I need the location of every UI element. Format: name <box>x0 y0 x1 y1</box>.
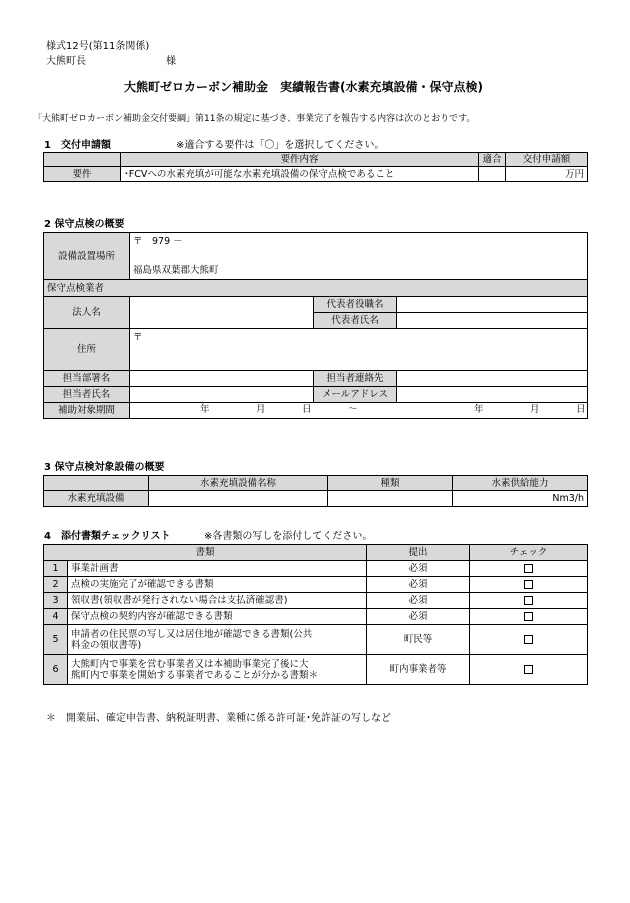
rep-title-label: 代表者役職名 <box>314 297 397 313</box>
doc-name: 事業計画書 <box>68 561 367 577</box>
email-label: メールアドレス <box>314 387 397 403</box>
checkbox[interactable] <box>524 635 533 644</box>
doc-name-line1: 申請者の住民票の写し又は居住地が確認できる書類(公共 <box>71 628 313 640</box>
table-row <box>44 609 588 625</box>
corp-name-label: 法人名 <box>44 297 130 329</box>
doc-name <box>68 655 367 685</box>
docs-header: 書類 <box>44 545 367 561</box>
doc-name-line1: 大熊町内で事業を営む事業者又は本補助事業完了後に大 <box>71 658 309 670</box>
submit-requirement: 町民等 <box>367 625 470 655</box>
doc-name: 領収書(領収書が発行されない場合は支払済確認書) <box>68 593 367 609</box>
equipment-type-field[interactable] <box>328 491 453 507</box>
period-start-day: 日 <box>302 404 312 415</box>
period-end-day: 日 <box>576 404 586 415</box>
email-field[interactable] <box>397 387 588 403</box>
submit-requirement: 必須 <box>367 561 470 577</box>
equipment-blank-header <box>44 476 149 491</box>
checkbox[interactable] <box>524 564 533 573</box>
equipment-capacity-field[interactable]: Nm3/h <box>453 491 588 507</box>
period-field[interactable] <box>130 403 588 419</box>
check-cell <box>470 577 588 593</box>
row-number: 3 <box>44 593 68 609</box>
address-label: 住所 <box>44 329 130 371</box>
checkbox[interactable] <box>524 596 533 605</box>
dept-label: 担当部署名 <box>44 371 130 387</box>
requirement-text: ･FCVへの水素充填が可能な水素充填設備の保守点検であること <box>121 167 479 182</box>
equipment-table <box>43 475 588 507</box>
checklist-table <box>43 544 588 685</box>
table-row <box>44 655 588 685</box>
check-cell <box>470 609 588 625</box>
submit-requirement: 必須 <box>367 577 470 593</box>
maintenance-overview-table <box>43 232 588 419</box>
corp-name-field[interactable] <box>130 297 314 329</box>
row-number: 6 <box>44 655 68 685</box>
section2-heading: 2 保守点検の概要 <box>44 219 125 230</box>
requirement-row-label: 要件 <box>44 167 121 182</box>
section1-note: ※適合する要件は「〇」を選択してください。 <box>176 140 385 151</box>
period-start-year: 年 <box>200 404 210 415</box>
requirement-header: 要件内容 <box>121 153 479 167</box>
address-field[interactable] <box>130 329 588 371</box>
staff-field[interactable] <box>130 387 314 403</box>
site-address-field[interactable] <box>130 233 588 280</box>
staff-label: 担当者氏名 <box>44 387 130 403</box>
row-number: 4 <box>44 609 68 625</box>
section3-heading: 3 保守点検対象設備の概要 <box>44 462 165 473</box>
row-number: 5 <box>44 625 68 655</box>
form-number: 様式12号(第11条関係) <box>46 41 150 52</box>
amount-header: 交付申請額 <box>506 153 588 167</box>
period-label: 補助対象期間 <box>44 403 130 419</box>
table-row <box>44 577 588 593</box>
doc-name: 点検の実施完了が確認できる書類 <box>68 577 367 593</box>
table-row <box>44 561 588 577</box>
site-label: 設備設置場所 <box>44 233 130 280</box>
blank-header-cell <box>44 153 121 167</box>
section1-heading: 1 交付申請額 <box>44 140 111 151</box>
contact-field[interactable] <box>397 371 588 387</box>
checkbox[interactable] <box>524 665 533 674</box>
equipment-name-header: 水素充填設備名称 <box>149 476 328 491</box>
check-cell <box>470 625 588 655</box>
site-postal: 〒 979 － <box>133 236 183 247</box>
rep-name-label: 代表者氏名 <box>314 313 397 329</box>
equipment-capacity-header: 水素供給能力 <box>453 476 588 491</box>
equipment-row-label: 水素充填設備 <box>44 491 149 507</box>
section4-note: ※各書類の写しを添付してください。 <box>204 531 373 542</box>
section4-heading: 4 添付書類チェックリスト <box>44 531 171 542</box>
equipment-type-header: 種類 <box>328 476 453 491</box>
check-cell <box>470 593 588 609</box>
amount-field[interactable]: 万円 <box>506 167 588 182</box>
period-tilde: ～ <box>348 404 358 415</box>
period-end-year: 年 <box>474 404 484 415</box>
submit-header: 提出 <box>367 545 470 561</box>
row-number: 1 <box>44 561 68 577</box>
match-select[interactable] <box>479 167 506 182</box>
address-postal: 〒 <box>133 332 143 343</box>
operator-label: 保守点検業者 <box>44 280 588 297</box>
honorific: 様 <box>166 56 176 67</box>
row-number: 2 <box>44 577 68 593</box>
site-address: 福島県双葉郡大熊町 <box>133 265 219 276</box>
doc-name <box>68 625 367 655</box>
addressee: 大熊町長 <box>46 56 86 67</box>
doc-name: 保守点検の契約内容が確認できる書類 <box>68 609 367 625</box>
period-end-month: 月 <box>530 404 540 415</box>
doc-name-line2: 熊町内で事業を開始する事業者であることが分かる書類＊ <box>71 669 319 681</box>
intro-text: 「大熊町ゼロカーボン補助金交付要綱」第11条の規定に基づき、事業完了を報告する内容は次のとおりです。 <box>33 114 476 124</box>
match-header: 適合 <box>479 153 506 167</box>
page-title: 大熊町ゼロカーボン補助金 実績報告書(水素充填設備・保守点検) <box>124 80 483 94</box>
check-header: チェック <box>470 545 588 561</box>
equipment-name-field[interactable] <box>149 491 328 507</box>
checkbox[interactable] <box>524 580 533 589</box>
rep-title-field[interactable] <box>397 297 588 313</box>
submit-requirement: 必須 <box>367 609 470 625</box>
footnote: ＊ 開業届、確定申告書、納税証明書、業種に係る許可証･免許証の写しなど <box>46 713 391 724</box>
submit-requirement: 町内事業者等 <box>367 655 470 685</box>
dept-field[interactable] <box>130 371 314 387</box>
doc-name-line2: 料金の領収書等) <box>71 639 142 651</box>
check-cell <box>470 655 588 685</box>
contact-label: 担当者連絡先 <box>314 371 397 387</box>
table-row <box>44 593 588 609</box>
rep-name-field[interactable] <box>397 313 588 329</box>
period-start-month: 月 <box>256 404 266 415</box>
submit-requirement: 必須 <box>367 593 470 609</box>
check-cell <box>470 561 588 577</box>
table-row <box>44 625 588 655</box>
application-amount-table <box>43 152 588 182</box>
checkbox[interactable] <box>524 612 533 621</box>
